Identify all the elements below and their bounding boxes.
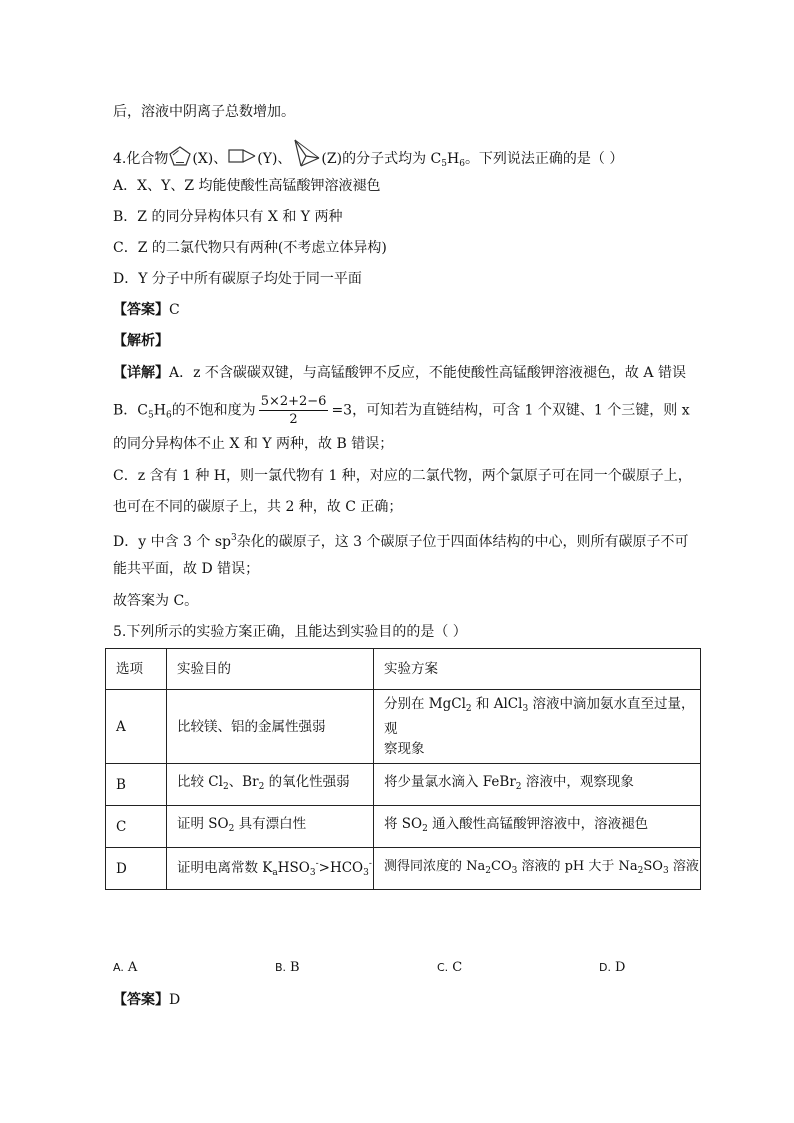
subscript: 3	[522, 704, 529, 714]
text: 证明 SO	[177, 816, 229, 832]
text: 测得同浓度的 Na	[384, 858, 486, 874]
choice-c	[437, 958, 462, 978]
detail-tag: 【详解】	[113, 365, 169, 381]
explanation-c1: C．z 含有 1 种 H，则一氯代物有 1 种，对应的二氯代物，两个氯原子可在同一个碳原子上，	[113, 468, 692, 484]
row-goal	[167, 848, 374, 890]
explanation-b	[113, 393, 690, 433]
fraction-numerator: 5×2+2−6	[260, 394, 327, 409]
fraction	[259, 393, 329, 428]
formula-h: H	[446, 151, 460, 167]
choice-letter: B.	[275, 961, 287, 974]
subscript: 5	[148, 410, 154, 421]
explanation-c2: 也可在不同的碳原子上，共 2 种，故 C 正确；	[113, 499, 403, 515]
text: 溶液	[668, 858, 699, 874]
row-goal	[167, 806, 374, 848]
choice-text: D	[614, 960, 626, 975]
subscript: 2	[258, 782, 265, 792]
option-c: C．Z 的二氯代物只有两种(不考虑立体异构)	[113, 240, 387, 256]
subscript: 2	[637, 865, 644, 876]
header-option: 选项	[106, 649, 167, 690]
analysis-label: 【解析】	[113, 333, 169, 349]
table-row	[106, 806, 701, 848]
row-option: A	[106, 690, 167, 764]
final-answer	[113, 990, 180, 1010]
subscript: 3	[363, 868, 369, 878]
row-goal: 比较镁、铝的金属性强弱	[167, 690, 374, 764]
table-row	[106, 764, 701, 806]
subscript: 2	[422, 824, 428, 834]
header-plan: 实验方案	[374, 649, 701, 690]
explanation-d1	[113, 528, 689, 552]
subscript: 3	[662, 865, 669, 876]
choice-text: B	[290, 960, 300, 975]
answer-value: C	[169, 302, 180, 318]
row-plan	[374, 806, 701, 848]
explanation-a-text: A．z 不含碳碳双键，与高锰酸钾不反应，不能使酸性高锰酸钾溶液褪色，故 A 错误	[169, 365, 686, 381]
explanation-d2: 能共平面，故 D 错误；	[113, 561, 260, 577]
header-goal: 实验目的	[167, 649, 374, 690]
subscript: 3	[511, 865, 518, 876]
text: HSO	[277, 860, 310, 876]
subscript: 2	[465, 704, 472, 714]
choice-b	[275, 958, 300, 978]
text: 溶液的 pH 大于 Na	[517, 858, 638, 874]
subscript: 5	[441, 159, 447, 169]
choice-letter: C.	[437, 961, 449, 974]
explanation-a	[113, 363, 686, 383]
choice-letter: A.	[113, 961, 124, 974]
text: D．y 中含 3 个 sp	[113, 534, 231, 550]
q4-x-label: (X)、	[192, 151, 228, 167]
choice-a	[113, 958, 137, 978]
text: CO	[491, 858, 512, 874]
text: 察现象	[384, 741, 425, 757]
table-row	[106, 848, 701, 890]
text: B．C	[113, 402, 148, 419]
text: 溶液中，观察现象	[521, 774, 634, 790]
tetrahedrane-like-structure	[291, 138, 321, 180]
question-4	[113, 138, 623, 180]
subscript: 2	[515, 782, 522, 792]
row-option: B	[106, 764, 167, 806]
text-line: 后，溶液中阴离子总数增加。	[113, 104, 295, 120]
text: 将少量氯水滴入 FeBr	[384, 774, 516, 790]
text: 杂化的碳原子，这 3 个碳原子位于四面体结构的中心，则所有碳原子不可	[236, 534, 689, 550]
subscript: 3	[309, 868, 316, 878]
row-plan	[374, 690, 701, 764]
subscript: 6	[165, 410, 172, 421]
cyclobutene-methylene-structure	[227, 147, 257, 171]
text: 和 AlCl	[471, 696, 523, 712]
analysis-tag	[113, 331, 169, 351]
choice-text: C	[452, 960, 463, 975]
text: 分别在 MgCl	[384, 696, 466, 712]
text: H	[153, 402, 166, 419]
option-a: A．X、Y、Z 均能使酸性高锰酸钾溶液褪色	[113, 178, 381, 194]
text: 通入酸性高锰酸钾溶液中，溶液褪色	[427, 816, 649, 832]
row-option: D	[106, 848, 167, 890]
table-header-row	[106, 649, 701, 690]
text: 将 SO	[384, 816, 423, 832]
subscript: 6	[459, 159, 465, 169]
row-option: C	[106, 806, 167, 848]
fraction-denominator: 2	[289, 412, 298, 427]
answer-line	[113, 300, 180, 320]
option-d: D．Y 分子中所有碳原子均处于同一平面	[113, 271, 362, 287]
q4-z-label: (Z)的分子式均为 C	[321, 151, 442, 167]
choice-letter: D.	[599, 961, 611, 974]
superscript: -	[368, 859, 372, 869]
row-goal	[167, 764, 374, 806]
subscript: a	[272, 868, 278, 878]
subscript: 2	[222, 782, 229, 792]
answer-value: D	[169, 992, 181, 1008]
option-b: B．Z 的同分异构体只有 X 和 Y 两种	[113, 209, 343, 225]
subscript: 2	[228, 824, 235, 834]
explanation-b2: 的同分异构体不止 X 和 Y 两种，故 B 错误；	[113, 436, 394, 452]
text: 具有漂白性	[234, 816, 307, 832]
answer-tag: 【答案】	[113, 992, 169, 1008]
row-plan	[374, 764, 701, 806]
subscript: 2	[485, 865, 491, 876]
row-plan	[374, 848, 701, 890]
text: 比较 Cl	[177, 774, 223, 790]
text: 、Br	[228, 774, 259, 790]
cyclopentadiene-structure	[168, 145, 192, 173]
q4-suffix: 。下列说法正确的是（ ）	[464, 151, 624, 167]
text: >HCO	[318, 860, 364, 876]
superscript: -	[315, 859, 319, 869]
conclusion: 故答案为 C。	[113, 593, 199, 609]
q4-y-label: (Y)、	[257, 151, 292, 167]
text: =3，可知若为直链结构，可含 1 个双键、1 个三键，则 x	[331, 402, 690, 419]
table-row	[106, 690, 701, 764]
text: 溶液中滴加氨水直至过量，观	[384, 696, 695, 737]
text: 证明电离常数 K	[177, 860, 273, 876]
experiment-table	[105, 648, 701, 890]
answer-tag: 【答案】	[113, 302, 169, 318]
question-5: 5.下列所示的实验方案正确，且能达到实验目的的是（ ）	[113, 624, 467, 640]
text: SO	[643, 858, 663, 874]
choice-text: A	[127, 960, 138, 975]
choice-d	[599, 958, 625, 978]
text: 的氧化性强弱	[264, 774, 350, 790]
superscript: 3	[231, 533, 237, 543]
text: 的不饱和度为	[171, 402, 256, 419]
q4-prefix: 4.化合物	[113, 151, 169, 167]
